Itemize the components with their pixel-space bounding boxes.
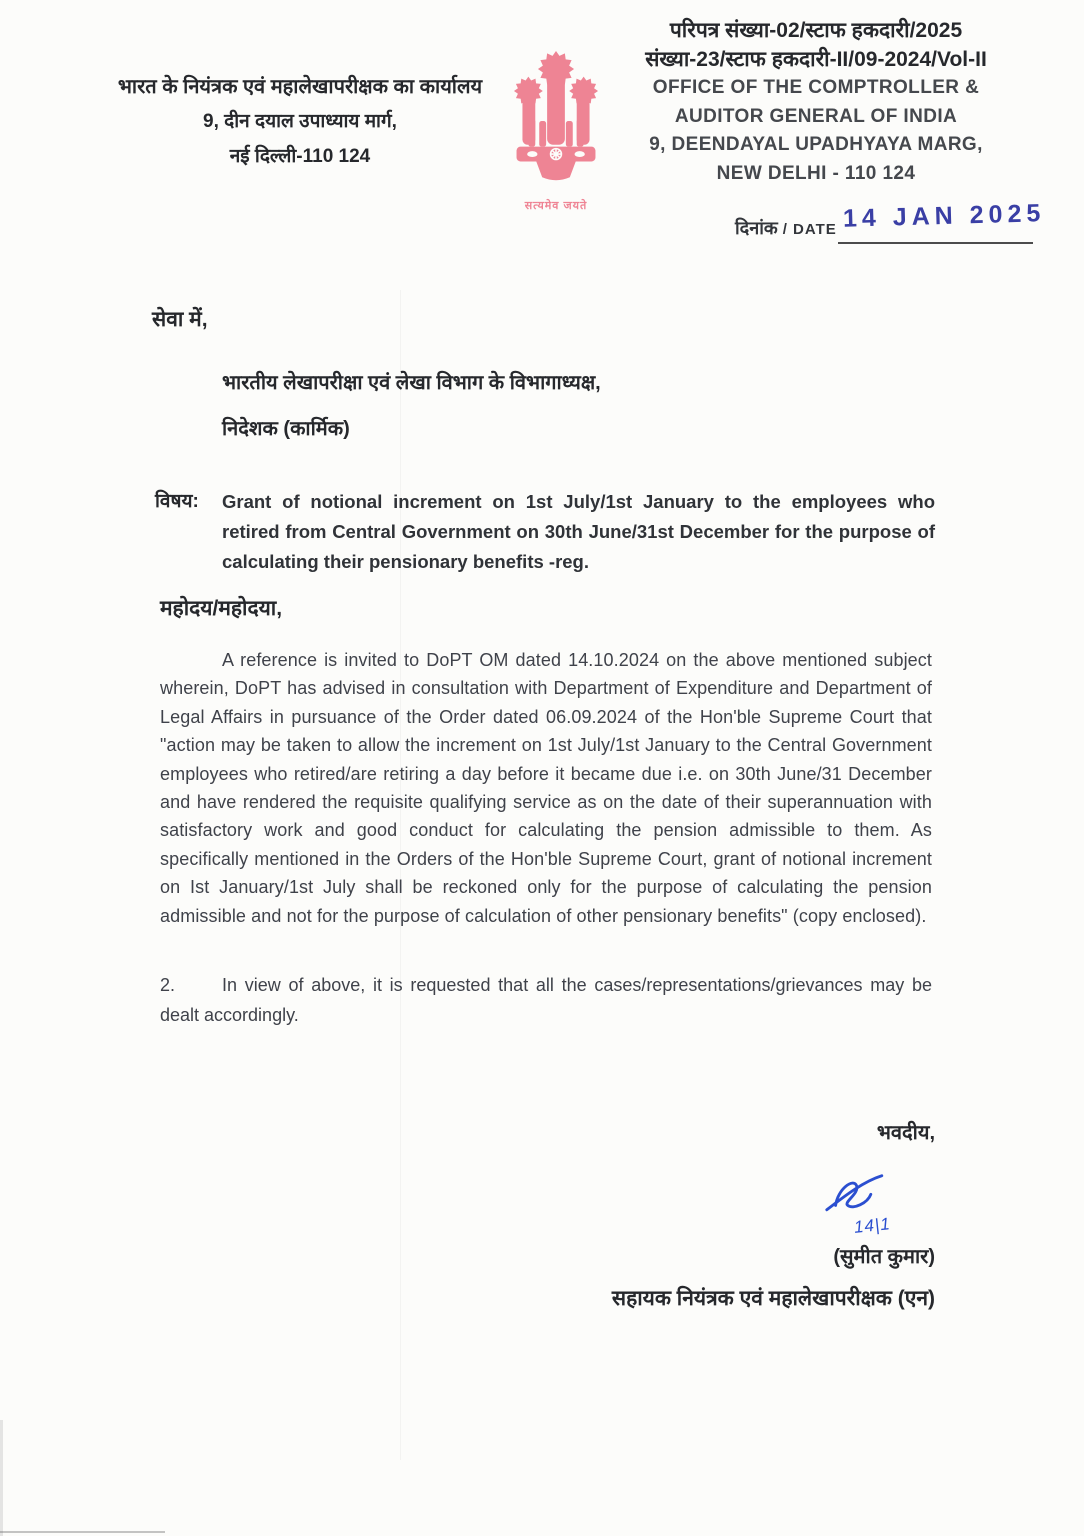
subject-text: Grant of notional increment on 1st July/1st January to the employees who retired from Central Government on 30th June/31st December for the purpose of calculating their pensionary benefits -reg. <box>222 491 935 572</box>
scan-edge-bottom <box>0 1531 165 1533</box>
paragraph-number: 2. <box>160 975 176 995</box>
office-name-hindi: भारत के नियंत्रक एवं महालेखापरीक्षक का कार्यालय <box>117 76 483 98</box>
office-name-en-line1: OFFICE OF THE COMPTROLLER & <box>652 77 980 98</box>
date-stamp: 14 JAN 2025 <box>842 199 1046 233</box>
office-city-en: NEW DELHI - 110 124 <box>716 162 916 184</box>
recipient-salutation: सेवा में, <box>152 308 208 331</box>
scan-edge-left <box>0 1420 3 1536</box>
office-street-hindi: 9, दीन दयाल उपाध्याय मार्ग, <box>203 111 397 132</box>
recipient-line1: भारतीय लेखापरीक्षा एवं लेखा विभाग के विभागाध्यक्ष, <box>222 372 601 394</box>
letterhead-office-hindi <box>112 70 488 174</box>
paragraph-2-text: In view of above, it is requested that all the cases/representations/grievances may be dealt accordingly. <box>160 975 932 1025</box>
signature-date-mark: 14|1 <box>853 1214 892 1237</box>
circular-number-line1: परिपत्र संख्या-02/स्टाफ हकदारी/2025 <box>669 19 963 42</box>
office-city-hindi: नई दिल्ली-110 124 <box>229 146 371 167</box>
office-street-en: 9, DEENDAYAL UPADHYAYA MARG, <box>649 134 983 155</box>
date-label-hindi: दिनांक <box>735 218 778 238</box>
body-salutation: महोदय/महोदया, <box>160 597 283 620</box>
date-underline <box>838 242 1033 244</box>
date-label-english: / DATE <box>782 221 837 238</box>
letterhead-office-english <box>558 16 1074 188</box>
date-line <box>735 199 1046 240</box>
signer-designation: सहायक नियंत्रक एवं महालेखापरीक्षक (एन) <box>611 1287 935 1310</box>
recipient-line2: निदेशक (कार्मिक) <box>222 418 350 440</box>
body-paragraph-2 <box>160 970 932 1030</box>
emblem-motto: सत्यमेव जयते <box>524 200 588 212</box>
valediction: भवदीय, <box>876 1122 935 1144</box>
office-name-en-line2: AUDITOR GENERAL OF INDIA <box>674 105 958 127</box>
scan-fold-line <box>400 290 401 1460</box>
subject-block <box>155 487 935 577</box>
date-label <box>735 218 837 238</box>
signer-name: (सुमीत कुमार) <box>833 1246 935 1268</box>
subject-label: विषय: <box>155 491 199 512</box>
circular-number-line2: संख्या-23/स्टाफ हकदारी-II/09-2024/Vol-II <box>645 48 987 71</box>
body-paragraph-1: A reference is invited to DoPT OM dated 14.10.2024 on the above mentioned subject wherein, DoPT has advised in consultation with Department of Expenditure and Department of Legal Affairs in pursuance of the Order dated 06.09.2024 of the Hon'ble Supreme Court that "action may be taken to allow the increment on 1st July/1st January to the Central Government employees who retired/are retiring a day before it became due i.e. on 30th June/31 December and have rendered the requisite qualifying service as on the date of their superannuation with satisfactory work and good conduct for calculating the pension admissible to them. As specifically mentioned in the Orders of the Hon'ble Supreme Court, grant of notional increment on Ist January/1st July shall be reckoned only for the purpose of calculating the pension admissible and not for the purpose of calculation of other pensionary benefits" (copy enclosed). <box>160 650 932 926</box>
